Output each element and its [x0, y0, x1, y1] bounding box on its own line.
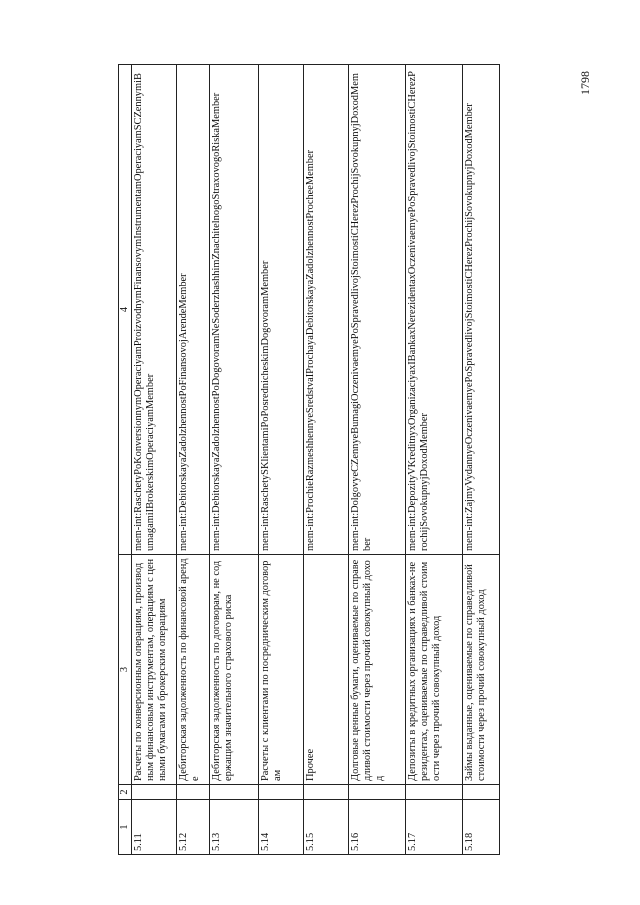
row-number: 5.15 — [304, 800, 349, 855]
row-member-name: mem-int:ZajmyVydannyeOczenivaemyePoSpravedlivojStoimostiCHerezProchijSovokupnyjDoxodMember — [463, 65, 500, 555]
row-description: Депозиты в кредитных организациях и банках-нерезидентах, оцениваемые по справедливой стоимости через прочий совокупный доход — [406, 555, 463, 785]
row-description: Расчеты по конверсионным операциям, производным финансовым инструментам, операциям с ценными бумагами и брокерским операциям — [132, 555, 177, 785]
row-col-2 — [259, 785, 304, 800]
row-description: Дебиторская задолженность по договорам, не содержащим значительного страхового риска — [210, 555, 259, 785]
row-member-name: mem-int:RaschetySKlientamiPoPosrednicheskimDogovoramMember — [259, 65, 304, 555]
row-number: 5.17 — [406, 800, 463, 855]
row-number: 5.16 — [349, 800, 406, 855]
row-col-2 — [177, 785, 210, 800]
row-description: Прочее — [304, 555, 349, 785]
table-row — [304, 65, 349, 855]
rotated-table-container — [118, 65, 521, 855]
row-member-name: mem-int:DolgovyeCZennyeBumagiOczenivaemyePoSpravedlivojStoimostiCHerezProchijSovokupnyjDoxodMember — [349, 65, 406, 555]
row-number: 5.13 — [210, 800, 259, 855]
row-description: Долговые ценные бумаги, оцениваемые по справедливой стоимости через прочий совокупный доход — [349, 555, 406, 785]
row-member-name: mem-int:RaschetyPoKonversionnymOperaciyamProizvodnymFinansovymInstrumentamOperaciyamSCZennymiBumagamiIBrokerskimOperaciyamMember — [132, 65, 177, 555]
row-description: Займы выданные, оцениваемые по справедливой стоимости через прочий совокупный доход — [463, 555, 500, 785]
header-col-1: 1 — [119, 800, 132, 855]
table-row — [463, 65, 500, 855]
row-col-2 — [132, 785, 177, 800]
table-row — [210, 65, 259, 855]
table-row — [349, 65, 406, 855]
row-description: Дебиторская задолженность по финансовой аренде — [177, 555, 210, 785]
row-number: 5.11 — [132, 800, 177, 855]
table-row — [406, 65, 463, 855]
table-row — [259, 65, 304, 855]
header-col-4: 4 — [119, 65, 132, 555]
members-table — [118, 64, 500, 855]
row-number: 5.18 — [463, 800, 500, 855]
row-col-2 — [406, 785, 463, 800]
row-number: 5.14 — [259, 800, 304, 855]
page-number: 1798 — [578, 71, 592, 95]
header-col-2: 2 — [119, 785, 132, 800]
row-member-name: mem-int:ProchieRazmeshhennyeSredstvaIProchayaDebitorskayaZadolzhennostProcheeMember — [304, 65, 349, 555]
table-row — [132, 65, 177, 855]
row-member-name: mem-int:DepozityVKreditnyxOrganizaciyaxIBankaxNerezidentaxOczenivaemyePoSpravedlivojStoimostiCHerezProchijSovokupnyjDoxodMember — [406, 65, 463, 555]
row-member-name: mem-int:DebitorskayaZadolzhennostPoFinansovojArendeMember — [177, 65, 210, 555]
row-member-name: mem-int:DebitorskayaZadolzhennostPoDogovoramNeSoderzhashhimZnachitelnogoStraxovogoRiskaMember — [210, 65, 259, 555]
row-col-2 — [349, 785, 406, 800]
table-row — [177, 65, 210, 855]
row-description: Расчеты с клиентами по посредническим договорам — [259, 555, 304, 785]
row-number: 5.12 — [177, 800, 210, 855]
row-col-2 — [304, 785, 349, 800]
table-header-row — [119, 65, 132, 855]
row-col-2 — [210, 785, 259, 800]
header-col-3: 3 — [119, 555, 132, 785]
row-col-2 — [463, 785, 500, 800]
